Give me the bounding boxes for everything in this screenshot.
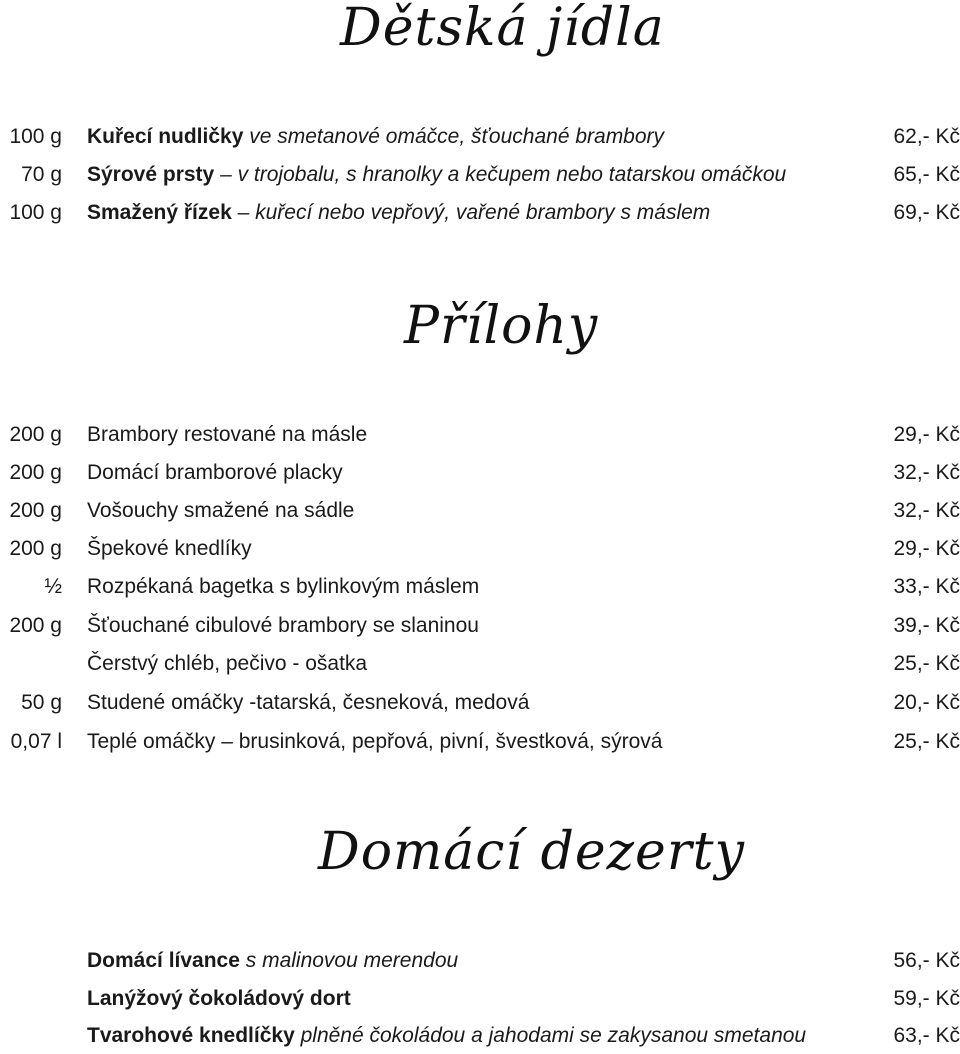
item-description [87,980,351,1017]
item-name: Čerstvý chléb, pečivo - ošatka [87,652,368,675]
sides-section-title: Přílohy [404,296,599,356]
item-name: Sýrové prsty [87,163,215,186]
item-quantity: ½ [44,575,62,598]
item-description [87,194,710,231]
item-quantity: 200 g [9,499,62,522]
item-quantity: 200 g [9,614,62,637]
side-menu-item [0,645,960,682]
side-menu-item [0,454,960,491]
side-menu-item [0,684,960,721]
item-price: 56,- Kč [893,949,960,972]
item-description [87,1017,806,1054]
item-price: 65,- Kč [893,163,960,186]
item-note: plněné čokoládou a jahodami se zakysanou smetanou [294,1024,807,1047]
item-quantity: 100 g [9,201,62,224]
item-price: 29,- Kč [893,537,960,560]
item-name: Lanýžový čokoládový dort [87,987,351,1010]
item-price: 63,- Kč [893,1024,960,1047]
dessert-menu-item [0,1017,960,1054]
item-note: s malinovou merendou [239,949,459,972]
kids-menu-item [0,118,960,155]
kids-menu-item [0,194,960,231]
side-menu-item [0,723,960,760]
item-price: 39,- Kč [893,614,960,637]
item-note: ve smetanové omáčce, šťouchané brambory [243,125,665,148]
item-name: Kuřecí nudličky [87,125,244,148]
item-name: Tvarohové knedlíčky [87,1024,295,1047]
dessert-menu-item [0,942,960,979]
kids-section-title: Dětská jídla [340,0,665,58]
item-name: Špekové knedlíky [87,537,252,560]
item-name: Teplé omáčky – brusinková, pepřová, pivní, švestková, sýrová [87,730,663,753]
item-description [87,156,786,193]
item-quantity: 200 g [9,423,62,446]
item-name: Studené omáčky -tatarská, česneková, medová [87,691,530,714]
side-menu-item [0,607,960,644]
item-quantity: 70 g [21,163,62,186]
item-price: 62,- Kč [893,125,960,148]
item-quantity: 100 g [9,125,62,148]
side-menu-item [0,530,960,567]
desserts-section-title: Domácí dezerty [318,822,745,882]
item-name: Rozpékaná bagetka s bylinkovým máslem [87,575,480,598]
item-note: – kuřecí nebo vepřový, vařené brambory s máslem [231,201,711,224]
side-menu-item [0,568,960,605]
item-name: Smažený řízek [87,201,232,224]
item-name: Šťouchané cibulové brambory se slaninou [87,614,479,637]
item-price: 29,- Kč [893,423,960,446]
item-price: 59,- Kč [893,987,960,1010]
item-price: 25,- Kč [893,730,960,753]
item-price: 32,- Kč [893,499,960,522]
item-price: 20,- Kč [893,691,960,714]
item-price: 33,- Kč [893,575,960,598]
item-price: 69,- Kč [893,201,960,224]
item-name: Domácí lívance [87,949,240,972]
item-description [87,942,458,979]
item-name: Vošouchy smažené na sádle [87,499,355,522]
item-name: Brambory restované na másle [87,423,368,446]
item-name: Domácí bramborové placky [87,461,343,484]
item-price: 25,- Kč [893,652,960,675]
side-menu-item [0,416,960,453]
kids-menu-item [0,156,960,193]
item-price: 32,- Kč [893,461,960,484]
item-note: – v trojobalu, s hranolky a kečupem nebo tatarskou omáčkou [214,163,787,186]
item-quantity: 0,07 l [10,730,62,753]
side-menu-item [0,492,960,529]
item-quantity: 200 g [9,461,62,484]
item-quantity: 200 g [9,537,62,560]
dessert-menu-item [0,980,960,1017]
item-description [87,118,664,155]
item-quantity: 50 g [21,691,62,714]
